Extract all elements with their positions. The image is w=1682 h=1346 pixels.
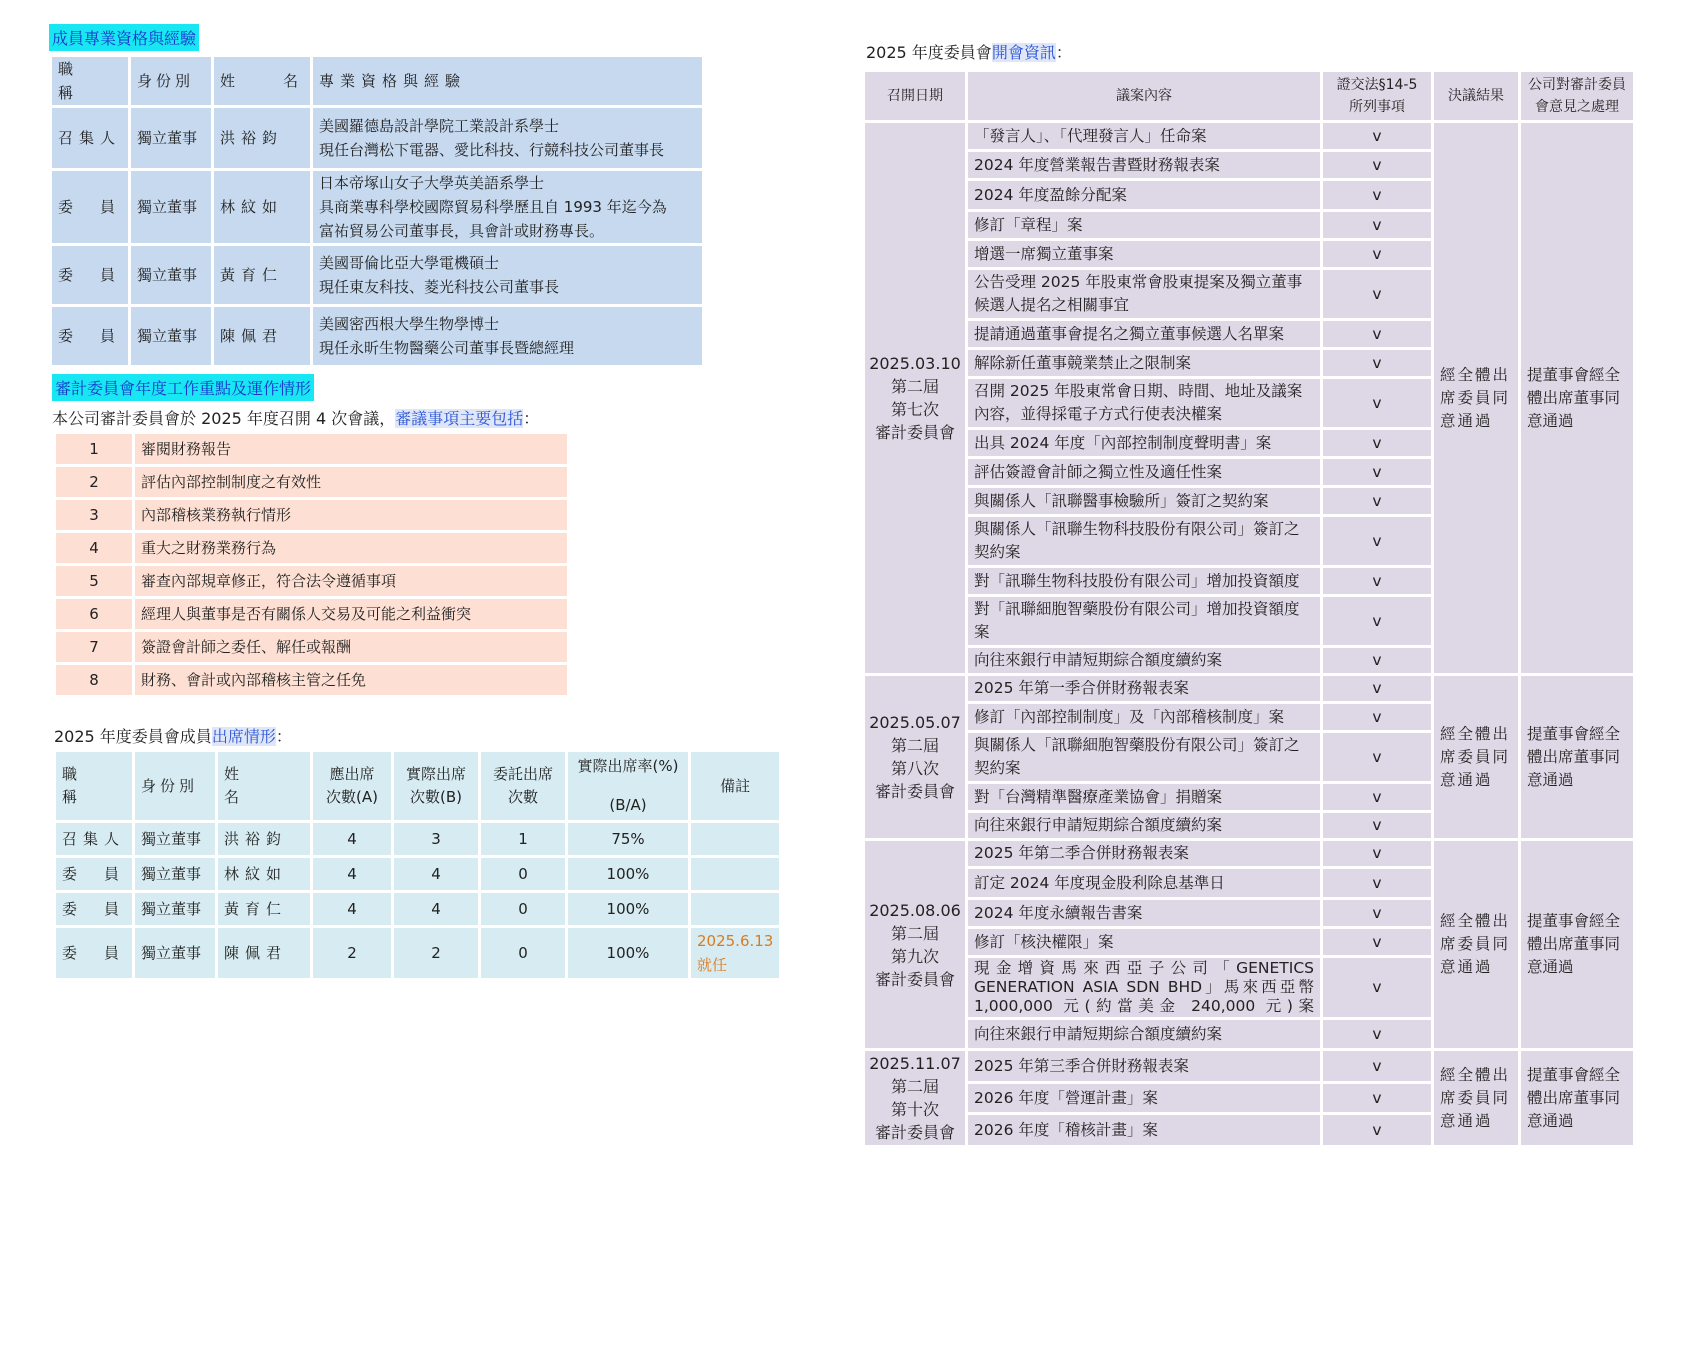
mt-header-handling-line: 會意見之處理 [1535, 99, 1619, 115]
mt-header-law-line: 所列事項 [1349, 99, 1405, 115]
focus-text: 簽證會計師之委任、解任或報酬 [135, 632, 567, 662]
member-experience [313, 108, 702, 168]
member-row [52, 171, 702, 243]
member-identity: 獨立董事 [131, 108, 211, 168]
focus-row [56, 500, 567, 530]
meeting-date: 2025.08.06 [869, 900, 961, 920]
focus-number: 7 [56, 632, 132, 662]
focus-number: 4 [56, 533, 132, 563]
focus-row [56, 665, 567, 695]
meeting-item-mark: v [1323, 459, 1431, 485]
meeting-item-text: 2026 年度「營運計畫」案 [968, 1084, 1320, 1112]
mt-header-content: 議案內容 [968, 72, 1320, 120]
meeting-item-text: 修訂「章程」案 [968, 212, 1320, 238]
focus-intro [52, 406, 539, 429]
meeting-item-mark: v [1323, 869, 1431, 897]
meeting-item-text: 與關係人「訊聯細胞智藥股份有限公司」簽訂之契約案 [968, 733, 1320, 781]
att-name: 陳佩君 [218, 928, 310, 978]
att-identity: 獨立董事 [135, 823, 215, 855]
att-actual: 3 [394, 823, 478, 855]
meeting-session: 第二屆 [890, 736, 939, 755]
meeting-item-text: 修訂「內部控制制度」及「內部稽核制度」案 [968, 704, 1320, 730]
meeting-item-text: 與關係人「訊聯生物科技股份有限公司」簽訂之契約案 [968, 517, 1320, 565]
meeting-count: 第九次 [890, 946, 939, 966]
focus-number: 2 [56, 467, 132, 497]
meeting-item-text: 與關係人「訊聯醫事檢驗所」簽訂之契約案 [968, 488, 1320, 514]
member-name: 洪裕鈞 [214, 108, 310, 168]
att-header-actual [394, 752, 478, 820]
meeting-item-mark: v [1323, 517, 1431, 565]
meeting-item-mark: v [1323, 733, 1431, 781]
member-title: 召集人 [52, 108, 128, 168]
meeting-committee: 審計委員會 [874, 782, 955, 801]
att-actual: 4 [394, 893, 478, 925]
attendance-title-text: 2025 年度委員會成員 [54, 727, 212, 746]
meeting-handling: 提董事會經全體出席董事同意通過 [1521, 676, 1633, 838]
attendance-row [56, 858, 779, 890]
meeting-item-mark: v [1323, 123, 1431, 149]
focus-number: 1 [56, 434, 132, 464]
meeting-item-mark: v [1323, 241, 1431, 267]
meeting-item-row [865, 1051, 1633, 1081]
att-note [691, 823, 779, 855]
member-name: 黃育仁 [214, 246, 310, 304]
focus-section-title: 審計委員會年度工作重點及運作情形 [52, 374, 314, 401]
att-rate: 100% [568, 858, 688, 890]
meetings-header-row [865, 72, 1633, 120]
meeting-item-mark: v [1323, 1084, 1431, 1112]
meeting-item-text: 對「訊聯生物科技股份有限公司」增加投資額度 [968, 568, 1320, 594]
att-header-proxy-line: 委託出席 [492, 765, 553, 783]
att-header-note: 備註 [691, 752, 779, 820]
att-required: 4 [313, 823, 391, 855]
meeting-date-cell [865, 1051, 965, 1145]
meeting-item-mark: v [1323, 648, 1431, 673]
att-header-required-line: 次數(A) [326, 788, 378, 806]
meeting-item-text: 召開 2025 年股東常會日期、時間、地址及議案內容，並得採電子方式行使表決權案 [968, 379, 1320, 427]
att-note [691, 928, 779, 978]
experience-line: 現任永昕生物醫藥公司董事長暨總經理 [319, 339, 575, 357]
meeting-result: 經全體出席委員同意通過 [1434, 123, 1518, 673]
meeting-item-text: 現金增資馬來西亞子公司「GENETICS GENERATION ASIA SDN BHD」馬來西亞幣 1,000,000 元(約當美金 240,000 元)案 [968, 958, 1320, 1017]
meeting-item-row [865, 841, 1633, 866]
meetings-title-text: 2025 年度委員會 [866, 43, 992, 62]
att-proxy: 0 [481, 858, 565, 890]
members-section-title: 成員專業資格與經驗 [49, 24, 199, 51]
meeting-item-text: 向往來銀行申請短期綜合額度續約案 [968, 813, 1320, 838]
attendance-title-highlight: 出席情形 [211, 727, 276, 746]
attendance-row [56, 823, 779, 855]
meeting-item-text: 2024 年度營業報告書暨財務報表案 [968, 152, 1320, 178]
meeting-item-text: 增選一席獨立董事案 [968, 241, 1320, 267]
att-header-actual-line: 次數(B) [410, 788, 462, 806]
attendance-table [53, 749, 782, 981]
meeting-date: 2025.05.07 [869, 713, 961, 732]
meeting-item-mark: v [1323, 379, 1431, 427]
meeting-item-text: 修訂「核決權限」案 [968, 929, 1320, 955]
member-experience [313, 307, 702, 365]
focus-row [56, 434, 567, 464]
experience-line: 美國密西根大學生物學博士 [319, 315, 500, 333]
focus-text: 財務、會計或內部稽核主管之任免 [135, 665, 567, 695]
att-title: 委 員 [56, 858, 132, 890]
att-identity: 獨立董事 [135, 893, 215, 925]
att-rate: 100% [568, 893, 688, 925]
att-header-title: 職 稱 [56, 752, 132, 820]
focus-table [53, 431, 570, 698]
meeting-item-row [865, 676, 1633, 701]
member-title: 委 員 [52, 246, 128, 304]
att-required: 2 [313, 928, 391, 978]
meeting-item-text: 2026 年度「稽核計畫」案 [968, 1115, 1320, 1145]
meetings-title [866, 40, 1072, 63]
meeting-item-row [865, 123, 1633, 149]
focus-text: 審查內部規章修正，符合法令遵循事項 [135, 566, 567, 596]
experience-line: 美國哥倫比亞大學電機碩士 [319, 254, 500, 272]
meeting-date-cell [865, 841, 965, 1048]
member-experience [313, 246, 702, 304]
mt-header-law-line: 證交法§14-5 [1336, 77, 1418, 93]
meeting-item-text: 出具 2024 年度「內部控制制度聲明書」案 [968, 430, 1320, 456]
att-header-required [313, 752, 391, 820]
focus-row [56, 467, 567, 497]
att-identity: 獨立董事 [135, 928, 215, 978]
focus-text: 內部稽核業務執行情形 [135, 500, 567, 530]
meeting-item-mark: v [1323, 568, 1431, 594]
experience-line: 日本帝塚山女子大學英美語系學士 [319, 174, 545, 192]
att-proxy: 1 [481, 823, 565, 855]
focus-row [56, 599, 567, 629]
focus-number: 5 [56, 566, 132, 596]
meeting-date-cell [865, 123, 965, 673]
member-row [52, 307, 702, 365]
member-name: 陳佩君 [214, 307, 310, 365]
meeting-item-text: 2025 年第三季合併財務報表案 [968, 1051, 1320, 1081]
att-title: 委 員 [56, 928, 132, 978]
mt-header-law [1323, 72, 1431, 120]
meeting-item-text: 解除新任董事競業禁止之限制案 [968, 350, 1320, 376]
att-required: 4 [313, 893, 391, 925]
meeting-committee: 審計委員會 [874, 1123, 955, 1142]
att-header-rate [568, 752, 688, 820]
att-note-line: 2025.6.13 [697, 932, 774, 950]
meeting-committee: 審計委員會 [874, 969, 955, 989]
meeting-item-text: 訂定 2024 年度現金股利除息基準日 [968, 869, 1320, 897]
mt-header-date: 召開日期 [865, 72, 965, 120]
att-header-name: 姓 名 [218, 752, 310, 820]
focus-row [56, 533, 567, 563]
meeting-handling: 提董事會經全體出席董事同意通過 [1521, 841, 1633, 1048]
focus-row [56, 566, 567, 596]
att-note-line: 就任 [697, 956, 728, 974]
member-identity: 獨立董事 [131, 246, 211, 304]
att-header-rate-line: (B/A) [609, 796, 647, 814]
meeting-item-mark: v [1323, 958, 1431, 1017]
meeting-item-mark: v [1323, 676, 1431, 701]
meeting-item-text: 公告受理 2025 年股東常會股東提案及獨立董事候選人提名之相關事宜 [968, 270, 1320, 318]
att-header-proxy-line: 次數 [507, 788, 538, 806]
meeting-item-text: 提請通過董事會提名之獨立董事候選人名單案 [968, 321, 1320, 347]
focus-intro-text: 本公司審計委員會於 2025 年度召開 4 次會議， [52, 409, 396, 428]
meeting-item-mark: v [1323, 597, 1431, 645]
att-title: 召集人 [56, 823, 132, 855]
member-experience [313, 171, 702, 243]
att-header-required-line: 應出席 [329, 765, 375, 783]
meeting-item-mark: v [1323, 813, 1431, 838]
meeting-item-text: 對「台灣精準醫療產業協會」捐贈案 [968, 784, 1320, 810]
attendance-title [54, 724, 292, 747]
meetings-table [862, 69, 1636, 1148]
member-title: 委 員 [52, 307, 128, 365]
meeting-session: 第二屆 [890, 923, 939, 943]
meeting-item-text: 2024 年度盈餘分配案 [968, 181, 1320, 209]
header-name: 姓 名 [214, 57, 310, 105]
experience-line: 具商業專科學校國際貿易科學歷且自 1993 年迄今為 [319, 198, 667, 216]
meeting-item-mark: v [1323, 1020, 1431, 1048]
meeting-item-text: 評估簽證會計師之獨立性及適任性案 [968, 459, 1320, 485]
att-header-actual-line: 實際出席 [405, 765, 466, 783]
meeting-item-text: 「發言人」、「代理發言人」任命案 [968, 123, 1320, 149]
meeting-item-text: 2025 年第一季合併財務報表案 [968, 676, 1320, 701]
att-note [691, 858, 779, 890]
meeting-result: 經全體出席委員同意通過 [1434, 1051, 1518, 1145]
focus-text: 經理人與董事是否有關係人交易及可能之利益衝突 [135, 599, 567, 629]
focus-number: 3 [56, 500, 132, 530]
meeting-item-mark: v [1323, 270, 1431, 318]
meeting-result: 經全體出席委員同意通過 [1434, 841, 1518, 1048]
experience-line: 富祐貿易公司董事長，具會計或財務專長。 [319, 222, 605, 240]
meeting-date-cell [865, 676, 965, 838]
focus-text: 重大之財務業務行為 [135, 533, 567, 563]
header-title: 職 稱 [52, 57, 128, 105]
member-identity: 獨立董事 [131, 171, 211, 243]
meeting-item-mark: v [1323, 900, 1431, 926]
meeting-item-mark: v [1323, 350, 1431, 376]
meeting-handling: 提董事會經全體出席董事同意通過 [1521, 123, 1633, 673]
member-name: 林紋如 [214, 171, 310, 243]
att-title: 委 員 [56, 893, 132, 925]
att-header-proxy [481, 752, 565, 820]
focus-row [56, 632, 567, 662]
focus-text: 評估內部控制制度之有效性 [135, 467, 567, 497]
meetings-title-suffix: ： [1055, 43, 1072, 62]
header-identity: 身份別 [131, 57, 211, 105]
meeting-item-mark: v [1323, 152, 1431, 178]
att-rate: 100% [568, 928, 688, 978]
attendance-row [56, 928, 779, 978]
att-required: 4 [313, 858, 391, 890]
member-row [52, 246, 702, 304]
att-proxy: 0 [481, 928, 565, 978]
meeting-committee: 審計委員會 [874, 423, 955, 442]
meetings-title-highlight: 開會資訊 [991, 43, 1056, 62]
mt-header-handling-line: 公司對審計委員 [1528, 77, 1626, 93]
meeting-date: 2025.11.07 [869, 1054, 961, 1073]
att-rate: 75% [568, 823, 688, 855]
meeting-item-mark: v [1323, 929, 1431, 955]
meeting-item-text: 向往來銀行申請短期綜合額度續約案 [968, 1020, 1320, 1048]
att-actual: 4 [394, 858, 478, 890]
meeting-count: 第七次 [890, 400, 939, 419]
focus-number: 6 [56, 599, 132, 629]
experience-line: 美國羅德島設計學院工業設計系學士 [319, 117, 560, 135]
meeting-item-mark: v [1323, 488, 1431, 514]
mt-header-result: 決議結果 [1434, 72, 1518, 120]
meeting-item-mark: v [1323, 784, 1431, 810]
att-header-identity: 身份別 [135, 752, 215, 820]
meeting-item-mark: v [1323, 430, 1431, 456]
meeting-item-text: 2025 年第二季合併財務報表案 [968, 841, 1320, 866]
meeting-item-mark: v [1323, 181, 1431, 209]
header-experience: 專業資格與經驗 [313, 57, 702, 105]
meeting-item-text: 2024 年度永續報告書案 [968, 900, 1320, 926]
meeting-session: 第二屆 [890, 1077, 939, 1096]
member-row [52, 108, 702, 168]
meeting-date: 2025.03.10 [869, 354, 961, 373]
attendance-title-suffix: ： [275, 727, 292, 746]
meeting-item-text: 對「訊聯細胞智藥股份有限公司」增加投資額度案 [968, 597, 1320, 645]
att-name: 黃育仁 [218, 893, 310, 925]
focus-text: 審閱財務報告 [135, 434, 567, 464]
att-actual: 2 [394, 928, 478, 978]
att-header-rate-line: 實際出席率(%) [577, 757, 679, 775]
meeting-item-mark: v [1323, 321, 1431, 347]
meeting-count: 第十次 [890, 1100, 939, 1119]
meeting-item-text: 向往來銀行申請短期綜合額度續約案 [968, 648, 1320, 673]
meeting-item-mark: v [1323, 704, 1431, 730]
att-proxy: 0 [481, 893, 565, 925]
experience-line: 現任台灣松下電器、愛比科技、行競科技公司董事長 [319, 141, 665, 159]
att-note [691, 893, 779, 925]
members-table [49, 54, 705, 368]
meeting-session: 第二屆 [890, 377, 939, 396]
mt-header-handling [1521, 72, 1633, 120]
att-name: 洪裕鈞 [218, 823, 310, 855]
meeting-result: 經全體出席委員同意通過 [1434, 676, 1518, 838]
member-title: 委 員 [52, 171, 128, 243]
meeting-item-mark: v [1323, 1115, 1431, 1145]
experience-line: 現任東友科技、菱光科技公司董事長 [319, 278, 560, 296]
attendance-header-row [56, 752, 779, 820]
focus-number: 8 [56, 665, 132, 695]
meeting-item-mark: v [1323, 841, 1431, 866]
members-header-row [52, 57, 702, 105]
focus-intro-highlight: 審議事項主要包括 [395, 409, 524, 428]
meeting-item-mark: v [1323, 212, 1431, 238]
att-name: 林紋如 [218, 858, 310, 890]
focus-intro-suffix: ： [523, 409, 540, 428]
meeting-handling: 提董事會經全體出席董事同意通過 [1521, 1051, 1633, 1145]
meeting-item-mark: v [1323, 1051, 1431, 1081]
member-identity: 獨立董事 [131, 307, 211, 365]
att-identity: 獨立董事 [135, 858, 215, 890]
meeting-count: 第八次 [890, 759, 939, 778]
attendance-row [56, 893, 779, 925]
